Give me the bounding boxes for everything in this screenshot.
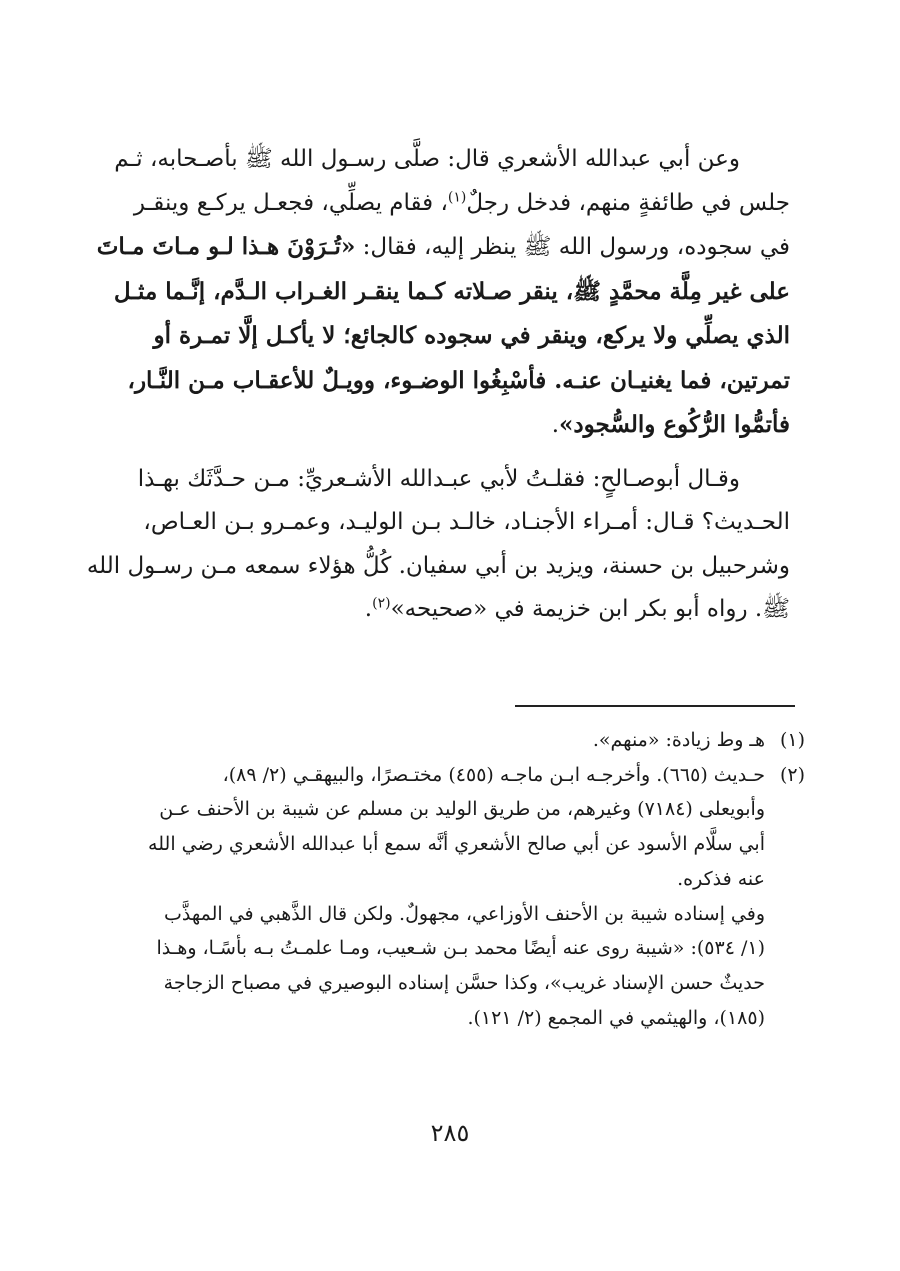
hadith-quote: على غير مِلَّة محمَّدٍ ﷺ، ينقر صـلاته كـما ينقـر الغـراب الـدَّم، إنَّـما مثـل: [113, 277, 790, 305]
text-span: الحـديث؟ قـال: أمـراء الأجنـاد، خالـد بـن الوليـد، وعمـرو بـن العـاص،: [143, 509, 790, 535]
footnotes: [105, 723, 805, 1035]
footnote-line: (١٨٥)، والهيثمي في المجمع (٢/ ١٢١).: [467, 1006, 765, 1029]
text-line: [86, 545, 790, 589]
text-line: [105, 270, 790, 315]
hadith-quote: «تُـرَوْنَ هـذا لـو مـاتَ مـاتَ: [96, 233, 356, 260]
text-line: [105, 138, 790, 182]
text-line: [105, 501, 790, 545]
text-span: وشرحبيل بن حسنة، ويزيد بن أبي سفيان. كُلُّ هؤلاء سمعه مـن رسـول الله: [86, 552, 790, 579]
footnote-line: وفي إسناده شيبة بن الأحنف الأوزاعي، مجهولٌ. ولكن قال الذَّهبي في المهذَّب: [164, 902, 765, 925]
footnote: [105, 758, 805, 1036]
text-line: [105, 314, 790, 359]
footnote-line: أبي سلَّام الأسود عن أبي صالح الأشعري أنَّه سمع أبا عبدالله الأشعري رضي الله: [148, 833, 765, 856]
hadith-quote: فأتمُّوا الرُّكُوع والسُّجود»: [559, 411, 790, 438]
text-line: [105, 458, 790, 502]
paragraph: [86, 458, 790, 632]
text-span: ﷺ. رواه أبو بكر ابن خزيمة في «صحيحه»: [390, 596, 790, 622]
page-number: ٢٨٥: [430, 1119, 470, 1147]
text-span: في سجوده، ورسول الله ﷺ ينظر إليه، فقال:: [355, 234, 790, 260]
hadith-quote: الذي يصلِّي ولا يركع، وينقر في سجوده كالجائع؛ لا يأكـل إلَّا تمـرة أو: [153, 322, 790, 349]
footnote-line: (١/ ٥٣٤): «شيبة روى عنه أيضًا محمد بـن شـعيب، ومـا علمـتُ بـه بأسًـا، وهـذا: [156, 937, 765, 960]
footnote: [105, 723, 805, 758]
text-line: [96, 225, 790, 270]
text-span: ، فقام يصلِّي، فجعـل يركـع وينقـر: [133, 189, 448, 216]
paragraph: [96, 138, 790, 448]
footnote-line: وأبويعلى (٧١٨٤) وغيرهم، من طريق الوليد بن مسلم عن شيبة بن الأحنف عـن: [159, 798, 765, 821]
text-span: وعن أبي عبدالله الأشعري قال: صلَّى رسـول الله ﷺ بأصـحابه، ثـم: [114, 146, 740, 172]
text-line: [105, 182, 790, 226]
text-span: جلس في طائفةٍ منهم، فدخل رجلٌ: [466, 189, 790, 216]
text-line: [105, 359, 790, 404]
footnote-line: هـ وط زيادة: «منهم».: [592, 729, 765, 751]
text-line: [105, 403, 790, 448]
text-line: [105, 588, 790, 632]
footnote-line: حـديث (٦٦٥). وأخرجـه ابـن ماجـه (٤٥٥) مختـصرًا، والبيهقـي (٢/ ٨٩)،: [222, 763, 765, 786]
text-span: .: [551, 412, 559, 438]
main-text: [86, 138, 790, 632]
footnote-line: حديثٌ حسن الإسناد غريب»، وكذا حسَّن إسناده البوصيري في مصباح الزجاجة: [163, 971, 765, 994]
footnote-text: [105, 723, 765, 758]
footnote-separator: [515, 705, 795, 707]
footnote-text: [105, 758, 765, 1036]
hadith-quote: تمرتين، فما يغنيـان عنـه. فأسْبِغُوا الوضـوء، وويـلٌ للأعقـاب مـن النَّـار،: [127, 366, 790, 394]
footnote-line: عنه فذكره.: [677, 867, 765, 890]
footnote-number: (١): [779, 729, 805, 751]
footnote-marker: (٢): [372, 595, 391, 612]
text-span: .: [364, 596, 373, 622]
footnote-marker: (١): [447, 188, 467, 205]
footnote-number: (٢): [779, 763, 805, 786]
text-span: وقـال أبوصـالحٍ: فقلـتُ لأبي عبـدالله الأشـعريِّ: مـن حـدَّثَك بهـذا: [137, 465, 740, 492]
